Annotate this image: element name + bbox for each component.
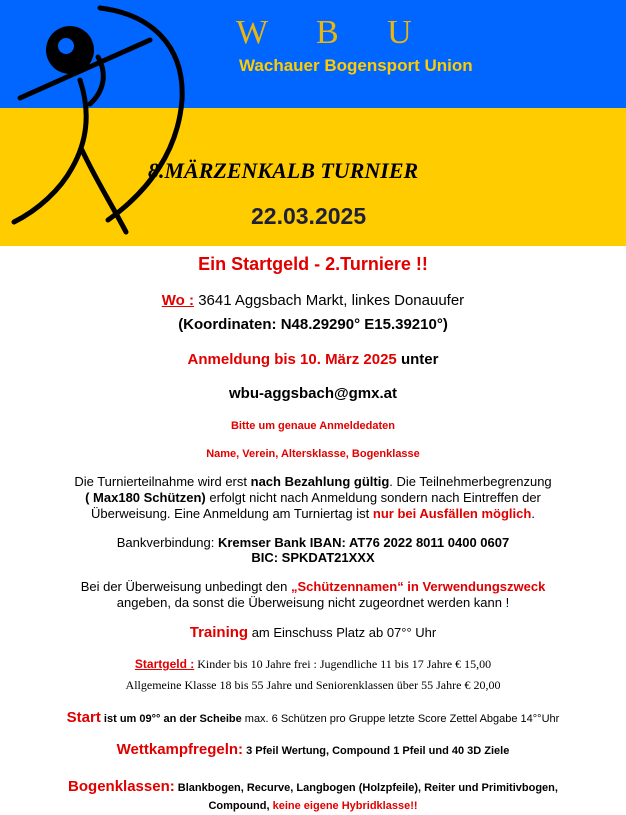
participation-text: Überweisung. Eine Anmeldung am Turniertag ist xyxy=(91,506,370,521)
registration-text: Anmeldung bis 10. März 2025 xyxy=(187,351,397,368)
location-line xyxy=(0,292,626,309)
classes-hybrid-note: keine eigene Hybridklasse!! xyxy=(272,800,418,812)
startgeld-note: Ein Startgeld - 2.Turniere !! xyxy=(198,254,428,274)
participation-text: Die Turnierteilnahme wird erst xyxy=(74,474,247,489)
participation-line-2 xyxy=(0,490,626,505)
location-label: Wo : xyxy=(161,292,195,309)
classes-label: Bogenklassen: xyxy=(68,778,175,795)
union-name: Wachauer Bogensport Union xyxy=(239,56,473,75)
training-text: am Einschuss Platz ab 07°° Uhr xyxy=(251,625,437,640)
classes-compound: Compound, xyxy=(208,800,270,812)
participation-line-1 xyxy=(0,474,626,489)
bank-label: Bankverbindung: xyxy=(116,535,215,550)
registration-note-1: Bitte um genaue Anmeldedaten xyxy=(230,420,395,432)
archer-logo-icon xyxy=(0,0,200,240)
transfer-line-1 xyxy=(0,579,626,594)
registration-note-2: Name, Verein, Altersklasse, Bogenklasse xyxy=(206,448,420,460)
start-time: ist um 09°° an der Scheibe xyxy=(103,713,242,725)
registration-unter: unter xyxy=(400,351,439,368)
tournament-title: 8.MÄRZENKALB TURNIER xyxy=(148,158,419,183)
location-value: 3641 Aggsbach Markt, linkes Donauufer xyxy=(198,292,465,309)
header-banner xyxy=(0,0,626,246)
fees-children: Kinder bis 10 Jahre frei : Jugendliche 11 bis 17 Jahre € 15,00 xyxy=(197,657,492,671)
classes-line-2 xyxy=(0,800,626,812)
rules-line xyxy=(0,741,626,758)
fees-line-1 xyxy=(0,657,626,672)
transfer-line-2: angeben, da sonst die Überweisung nicht zugeordnet werden kann ! xyxy=(116,595,510,610)
rules-text: 3 Pfeil Wertung, Compound 1 Pfeil und 40 3D Ziele xyxy=(246,745,510,757)
participation-paid: nach Bezahlung gültig xyxy=(250,474,390,489)
participation-max: ( Max180 Schützen) xyxy=(85,490,206,505)
bank-line xyxy=(0,535,626,550)
bank-iban: Kremser Bank IBAN: AT76 2022 8011 0400 0607 xyxy=(217,535,510,550)
participation-line-3 xyxy=(0,506,626,521)
logo-abbreviation: W B U xyxy=(236,14,432,51)
classes-line-1 xyxy=(0,778,626,795)
bank-bic: BIC: SPKDAT21XXX xyxy=(251,550,375,565)
rules-label: Wettkampfregeln: xyxy=(116,741,244,758)
start-label: Start xyxy=(66,709,101,726)
classes-list: Blankbogen, Recurve, Langbogen (Holzpfeile), Reiter und Primitivbogen, xyxy=(177,782,558,794)
participation-text: . Die Teilnehmerbegrenzung xyxy=(389,474,552,489)
registration-email: wbu-aggsbach@gmx.at xyxy=(229,385,397,402)
participation-exception: nur bei Ausfällen möglich xyxy=(372,506,532,521)
training-line xyxy=(0,624,626,641)
participation-text: erfolgt nicht nach Anmeldung sondern nach Eintreffen der xyxy=(209,490,541,505)
registration-line xyxy=(0,351,626,368)
coords-label: (Koordinaten: xyxy=(178,316,277,333)
start-line xyxy=(0,709,626,726)
transfer-text: Bei der Überweisung unbedingt den xyxy=(80,579,288,594)
coords-line xyxy=(0,316,626,333)
tournament-date: 22.03.2025 xyxy=(251,203,367,229)
coords-value: N48.29290° E15.39210°) xyxy=(280,316,448,333)
transfer-reference: „Schützennamen“ in Verwendungszweck xyxy=(291,579,546,594)
fees-line-2: Allgemeine Klasse 18 bis 55 Jahre und Seniorenklassen über 55 Jahre € 20,00 xyxy=(125,678,501,692)
participation-text: . xyxy=(531,506,535,521)
training-label: Training xyxy=(189,624,249,641)
start-details: max. 6 Schützen pro Gruppe letzte Score Zettel Abgabe 14°°Uhr xyxy=(244,713,560,725)
fees-label: Startgeld : xyxy=(134,657,195,671)
